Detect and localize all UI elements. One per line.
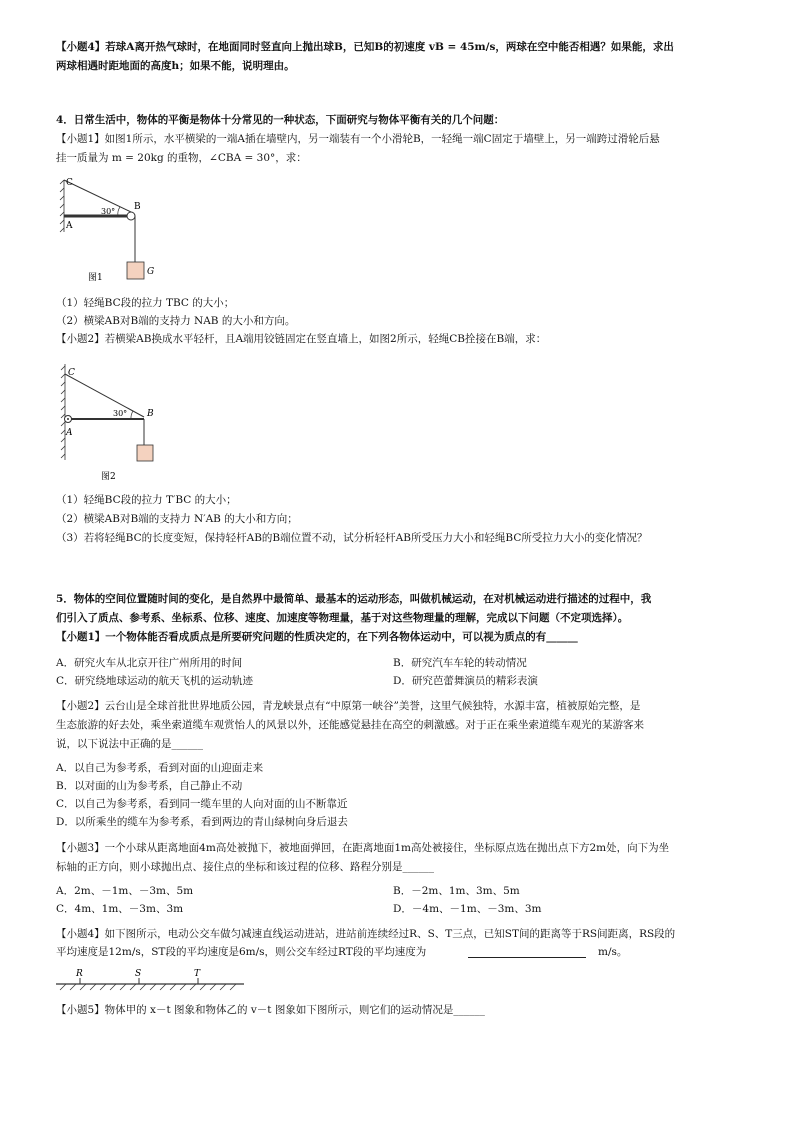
q5-sub4-line2b: m/s。 — [598, 946, 628, 958]
q5-sub1-option-b: B．研究汽车车轮的转动情况 — [393, 657, 527, 669]
q4-sub1-q2: （2）横梁AB对B端的支持力 NAB 的大小和方向。 — [56, 315, 296, 327]
q5-intro-line1: 5．物体的空间位置随时间的变化，是自然界中最简单、最基本的运动形态，叫做机械运动，在对机械运动进行描述的过程中，我 — [56, 593, 652, 605]
wall-hatch — [60, 180, 64, 232]
q4-intro: 4．日常生活中，物体的平衡是物体十分常见的一种状态，下面研究与物体平衡有关的几个问题： — [56, 114, 505, 126]
label-angle: 30° — [101, 207, 116, 216]
q5-sub2-line2: 生态旅游的好去处，乘坐索道缆车观赏怡人的风景以外，还能感觉悬挂在高空的刺激感。对于正在乘坐索道缆车观光的某游客来 — [56, 719, 644, 731]
label-g: G — [147, 267, 155, 277]
q5-sub1-option-c: C．研究绕地球运动的航天飞机的运动轨迹 — [56, 675, 254, 687]
q5-sub2-option-b: B．以对面的山为参考系，自己静止不动 — [56, 780, 243, 792]
q5-sub4-line1: 【小题4】如下图所示，电动公交车做匀减速直线运动进站，进站前连续经过R、S、T三点，已知ST间的距离等于RS间距离，RS段的 — [56, 928, 676, 940]
angle-arc — [131, 411, 133, 419]
q5-sub5: 【小题5】物体甲的 x－t 图象和物体乙的 v－t 图象如下图所示，则它们的运动情况是______ — [56, 1004, 485, 1016]
point-r: R — [76, 969, 83, 979]
q5-intro-line2: 们引入了质点、参考系、坐标系、位移、速度、加速度等物理量，基于对这些物理量的理解，完成以下问题（不定项选择）。 — [56, 612, 629, 624]
label-b: B — [147, 409, 154, 419]
q5-sub1: 【小题1】一个物体能否看成质点是所要研究问题的性质决定的，在下列各物体运动中，可以视为质点的有______ — [56, 631, 578, 643]
track-figure — [56, 966, 246, 994]
q5-sub1-option-a: A．研究火车从北京开往广州所用的时间 — [56, 657, 243, 669]
q5-sub3-line1: 【小题3】一个小球从距离地面4m高处被抛下，被地面弹回，在距离地面1m高处被接住，坐标原点选在抛出点下方2m处，向下为坐 — [56, 842, 670, 854]
q4-sub1-line2: 挂一质量为 m = 20kg 的重物，∠CBA = 30°，求： — [56, 152, 307, 164]
q5-sub3-option-a: A．2m、－1m、－3m、5m — [56, 885, 194, 897]
q5-sub2-line3: 说，以下说法中正确的是______ — [56, 738, 203, 750]
q5-sub4-line2a: 平均速度是12m/s，ST段的平均速度是6m/s，则公交车经过RT段的平均速度为 — [56, 946, 427, 958]
q-top-line1: 【小题4】若球A离开热气球时，在地面同时竖直向上抛出球B，已知B的初速度 vB = 45m/s，两球在空中能否相遇？如果能，求出 — [56, 41, 674, 53]
q5-sub1-option-d: D．研究芭蕾舞演员的精彩表演 — [393, 675, 538, 687]
figure-1 — [56, 174, 186, 289]
rope-bc — [65, 374, 144, 417]
q4-sub2-q2: （2）横梁AB对B端的支持力 N′AB 的大小和方向； — [56, 513, 298, 525]
q4-sub1-q1: （1）轻绳BC段的拉力 TBC 的大小； — [56, 297, 235, 309]
label-a: A — [66, 221, 73, 231]
figure-2-caption: 图2 — [101, 472, 116, 482]
q5-sub2-line1: 【小题2】云台山是全球首批世界地质公园，青龙峡景点有“中原第一峡谷”美誉，这里气候独特，水源丰富，植被原始完整，是 — [56, 700, 641, 712]
figure-2 — [56, 360, 186, 485]
q5-sub2-option-a: A．以自己为参考系，看到对面的山迎面走来 — [56, 762, 264, 774]
weight-g — [127, 262, 144, 279]
label-angle: 30° — [113, 409, 128, 418]
point-s: S — [135, 969, 142, 979]
q4-sub2-line1: 【小题2】若横梁AB换成水平轻杆，且A端用铰链固定在竖直墙上，如图2所示，轻绳CB拴接在B端，求： — [56, 333, 547, 345]
q5-sub2-option-c: C．以自己为参考系，看到同一缆车里的人向对面的山不断靠近 — [56, 798, 348, 810]
label-c: C — [68, 368, 75, 378]
label-a: A — [66, 428, 73, 438]
figure-1-caption: 图1 — [88, 273, 103, 283]
label-b: B — [134, 202, 141, 212]
q5-sub3-option-b: B．－2m、1m、3m、5m — [393, 885, 520, 897]
wall-hatch — [61, 364, 65, 460]
weight — [137, 445, 153, 461]
label-c: C — [66, 178, 73, 188]
pulley-b — [127, 212, 135, 220]
q5-sub3-line2: 标轴的正方向，则小球抛出点、接住点的坐标和该过程的位移、路程分别是______ — [56, 861, 434, 873]
q4-sub2-q3: （3）若将轻绳BC的长度变短，保持轻杆AB的B端位置不动，试分析轻杆AB所受压力大小和轻绳BC所受拉力大小的变化情况？ — [56, 532, 648, 544]
q5-sub3-option-c: C．4m、1m、－3m、3m — [56, 903, 184, 915]
rope-bc — [64, 180, 131, 212]
q5-sub3-option-d: D．－4m、－1m、－3m、3m — [393, 903, 542, 915]
point-t: T — [194, 969, 201, 979]
q5-sub2-option-d: D．以所乘坐的缆车为参考系，看到两边的青山绿树向身后退去 — [56, 816, 348, 828]
answer-blank — [468, 957, 586, 958]
q-top-line2: 两球相遇时距地面的高度h；如果不能，说明理由。 — [56, 60, 295, 72]
q4-sub1-line1: 【小题1】如图1所示，水平横梁的一端A插在墙壁内，另一端装有一个小滑轮B，一轻绳一端C固定于墙壁上，另一端跨过滑轮后悬 — [56, 133, 660, 145]
q4-sub2-q1: （1）轻绳BC段的拉力 T′BC 的大小； — [56, 494, 237, 506]
